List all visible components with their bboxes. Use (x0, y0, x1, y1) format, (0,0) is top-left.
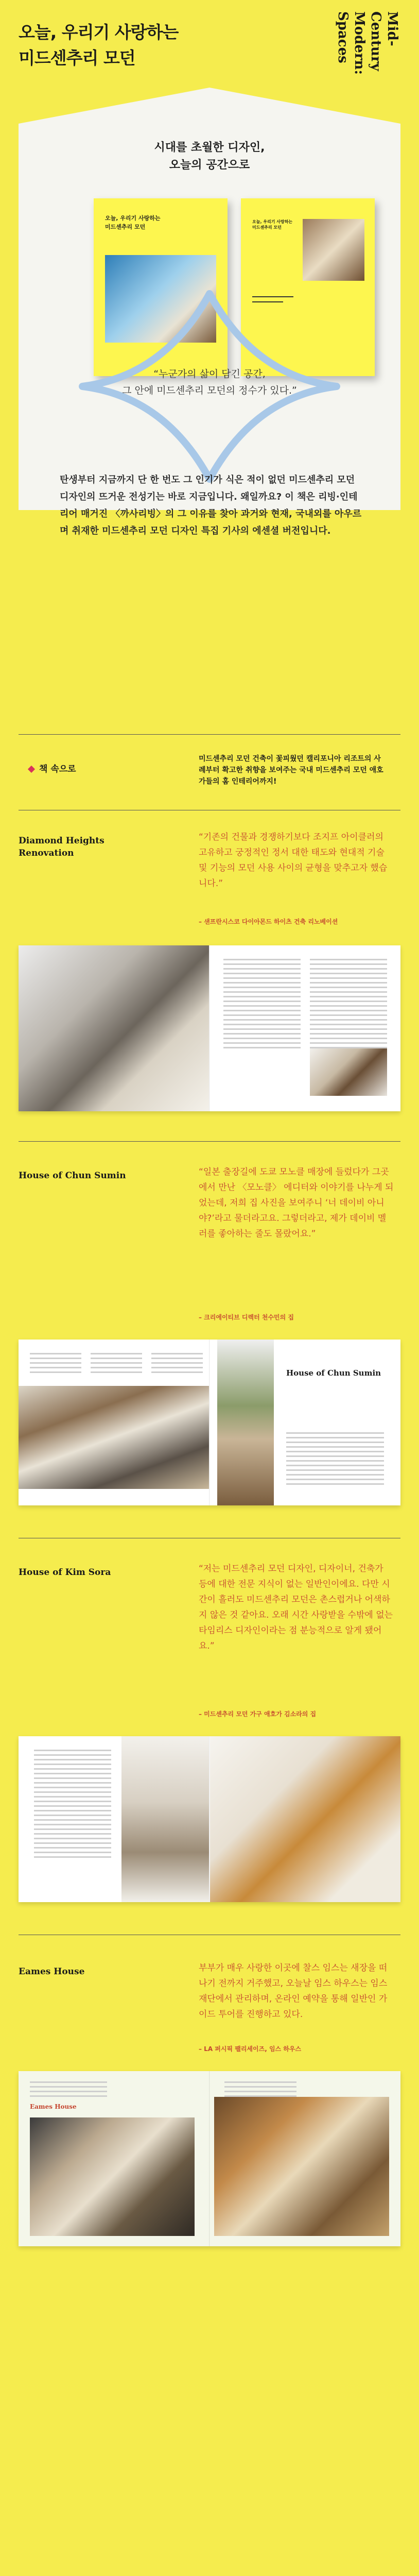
interior-photo (30, 2117, 195, 2236)
section-title: Eames House (19, 1967, 85, 1977)
interior-photo (19, 1386, 209, 1489)
section-caption: – 미드센추리 모던 가구 애호가 김소라의 집 (199, 1710, 317, 1718)
spread-title: Eames House (30, 2103, 77, 2110)
section-caption: – 샌프란시스코 다이아몬드 하이츠 건축 리노베이션 (199, 918, 338, 925)
feature-text: 미드센추리 모던 건축이 꽃피웠던 캘리포니아 리조트의 사례부터 확고한 취향을 보여주는 국내 미드센추리 모던 애호가들의 홈 인테리어까지! (199, 755, 383, 786)
hero-caption (19, 139, 400, 174)
interior-photo (217, 1340, 274, 1505)
section-quote: “기존의 건물과 경쟁하기보다 조지프 아이클러의 고유하고 궁정적인 정서 대한 태도와 현대적 기술 및 기능의 모던 사용 사이의 균형을 맞추고자 했습니다.” (199, 832, 388, 889)
header (0, 0, 419, 88)
section-caption: – 크리에이티브 디렉터 천수민의 집 (199, 1314, 294, 1321)
hero-caption-line-2: 오늘의 공간으로 (169, 159, 250, 172)
diamond-icon (28, 766, 35, 773)
vertical-title-1: Mid-Century (368, 11, 400, 71)
hero-quote (19, 366, 400, 399)
spread-title: House of Chun Sumin (286, 1368, 381, 1378)
divider (19, 734, 400, 735)
book-back-title-2: 미드센추리 모던 (252, 225, 282, 230)
section-caption: – LA 퍼시픽 팰리세이즈, 임스 하우스 (199, 2045, 302, 2053)
body-text-block (310, 959, 387, 1052)
interior-photo (310, 1048, 387, 1096)
quote-line-1: “누군가의 삶이 담긴 공간, (153, 368, 266, 380)
book-front-title (105, 214, 160, 231)
divider (19, 1141, 400, 1142)
interior-photo (19, 945, 209, 1111)
section-title: Diamond Heights Renovation (19, 836, 104, 858)
book-front-title-2: 미드센추리 모던 (105, 224, 146, 230)
book-spread (19, 1736, 400, 1902)
feature-label-text: 책 속으로 (39, 764, 76, 774)
book-spread (19, 1340, 400, 1505)
page-fold (209, 2071, 210, 2246)
page-title (19, 20, 178, 71)
intro-text: 탄생부터 지금까지 단 한 번도 그 인기가 식은 적이 없던 미드센추리 모던 디자인의 뜨거운 전성기는 바로 지금입니다. 왜일까요? 이 책은 리빙·인테리어 매거진 〈까사리빙〉의 그 이유를 찾아 과거와 현재, 국내외를 아우르며 취재한 미드센추리 모던 디자인 특집 기사의 에센셜 버전입니다. (60, 474, 362, 536)
title-line-2: 미드센추리 모던 (19, 48, 135, 68)
vertical-title (335, 11, 400, 88)
section-title: House of Chun Sumin (19, 1171, 126, 1181)
book-back-title (252, 219, 292, 230)
title-line-1: 오늘, 우리기 사랑하는 (19, 22, 179, 42)
body-text-block (223, 959, 301, 1052)
body-text-block (151, 1353, 203, 1376)
section-quote: “일본 출장길에 도쿄 모노클 매장에 들렀다가 그곳에서 만난 〈모노클〉 에디터와 이야기를 나누게 되었는데, 저희 집 사진을 보여주니 ‘너 데이비 아니야?’라고 물더라고요. 그렇더라고, 제가 데이비 멜러를 좋아하는 줄도 몰랐어요.” (199, 1167, 394, 1239)
book-spread (19, 945, 400, 1111)
book-back-image (303, 219, 364, 281)
section-quote: 부부가 매우 사랑한 이곳에 찰스 임스는 새장을 떠나기 전까지 거주했고, 오늘날 임스 하우스는 임스 재단에서 관리하며, 온라인 예약을 통해 일반인 가이드 투어를 진행하고 있다. (199, 1963, 388, 2020)
book-spread (19, 2071, 400, 2246)
interior-photo (210, 1736, 400, 1902)
page-fold (209, 945, 210, 1111)
interior-photo (121, 1736, 209, 1902)
body-text-block (30, 2081, 107, 2100)
hero-caption-line-1: 시대를 초월한 디자인, (154, 141, 265, 154)
page-fold (209, 1340, 210, 1505)
book-back-title-1: 오늘, 우리기 사랑하는 (252, 219, 293, 224)
section-title: House of Kim Sora (19, 1567, 111, 1578)
book-front-title-1: 오늘, 우리기 사랑하는 (105, 215, 161, 222)
body-text-block (286, 1432, 384, 1488)
vertical-title-2: Modern: (352, 11, 367, 75)
quote-line-2: 그 안에 미드센추리 모던의 정수가 있다.” (122, 385, 297, 396)
section-quote: “저는 미드센추리 모던 디자인, 디자이너, 건축가 등에 대한 전문 지식이 없는 일반인이에요. 다만 시간이 흘러도 미드센추리 모던은 촌스럽거나 어색하지 않은 것 같아요. 오래 시간 사랑받을 수밖에 없는 타임리스 디자인이라는 점 분능적으로 알게 됐어요.” (199, 1564, 393, 1651)
feature-label (29, 761, 76, 774)
body-text-block (34, 1750, 111, 1861)
body-text-block (91, 1353, 142, 1376)
interior-photo (214, 2097, 389, 2236)
vertical-title-3: Spaces (335, 11, 351, 63)
body-text-block (30, 1353, 81, 1376)
